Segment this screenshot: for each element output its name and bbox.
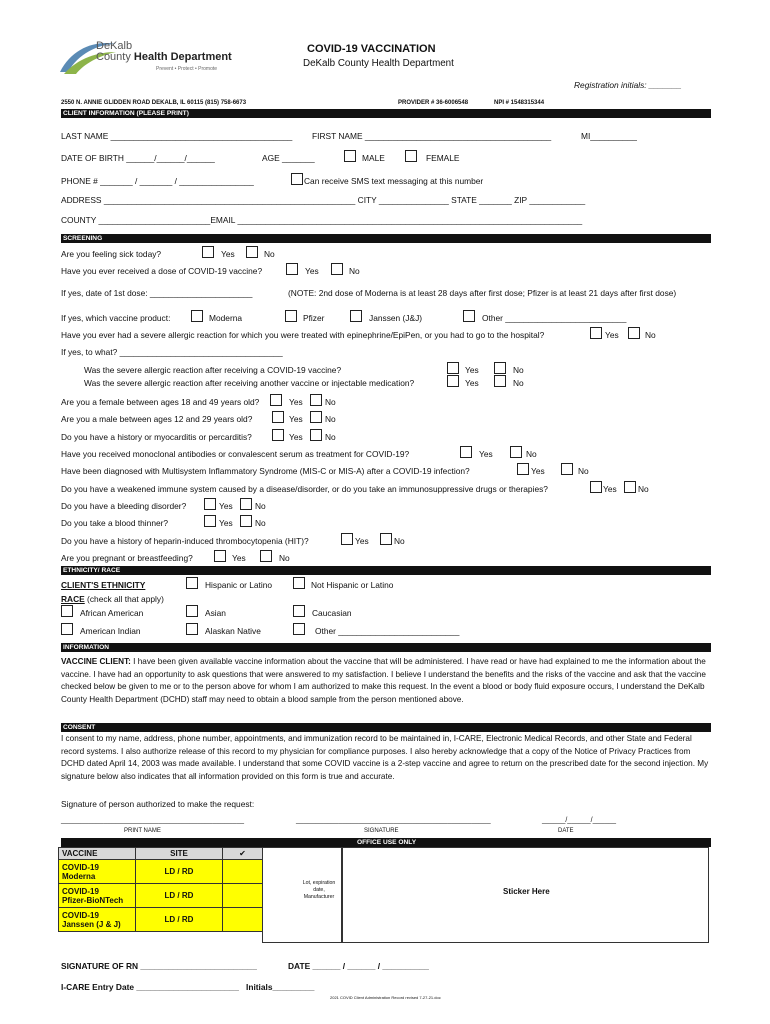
q-pregnant: Are you pregnant or breastfeeding? xyxy=(61,553,193,563)
registration-initials: Registration initials: _______ xyxy=(574,80,682,90)
asian-checkbox[interactable] xyxy=(186,605,198,617)
yes-label: Yes xyxy=(289,432,303,442)
print-name-caption: PRINT NAME xyxy=(124,828,161,834)
q-myocarditis: Do you have a history or myocarditis or percarditis? xyxy=(61,432,252,442)
information-paragraph xyxy=(61,656,709,706)
yes-label: Yes xyxy=(531,466,545,476)
male-no-checkbox[interactable] xyxy=(310,411,322,423)
vaccine-cell xyxy=(59,908,136,932)
first-name-field[interactable]: FIRST NAME ________________________________________ xyxy=(312,131,552,141)
no-label: No xyxy=(349,266,360,276)
female-no-checkbox[interactable] xyxy=(310,394,322,406)
q-hit: Do you have a history of heparin-induced thrombocytopenia (HIT)? xyxy=(61,536,309,546)
q-sick: Are you feeling sick today? xyxy=(61,249,162,259)
no-label: No xyxy=(645,330,656,340)
no-label: No xyxy=(325,397,336,407)
not-hispanic-label: Not Hispanic or Latino xyxy=(311,580,394,590)
other-race-checkbox[interactable] xyxy=(293,623,305,635)
african-checkbox[interactable] xyxy=(61,605,73,617)
yes-label: Yes xyxy=(289,414,303,424)
icare-entry-field[interactable]: I-CARE Entry Date ______________________ xyxy=(61,982,239,992)
vaccine-name: COVID-19 xyxy=(62,862,99,872)
other-vaccine-field[interactable]: Other __________________________ xyxy=(482,313,627,323)
american-indian-label: American Indian xyxy=(80,626,141,636)
vaccine-name: COVID-19 xyxy=(62,886,99,896)
pregnant-yes-checkbox[interactable] xyxy=(214,550,226,562)
yes-label: Yes xyxy=(465,378,479,388)
q-misc: Have been diagnosed with Multisystem Inflammatory Syndrome (MIS-C or MIS-A) after a COVID-19 infection? xyxy=(61,466,470,476)
thinner-no-checkbox[interactable] xyxy=(240,515,252,527)
janssen-label: Janssen (J&J) xyxy=(369,313,423,323)
date-rn-field[interactable]: DATE ______ / ______ / __________ xyxy=(288,961,429,971)
hit-no-checkbox[interactable] xyxy=(380,533,392,545)
sticker-box[interactable] xyxy=(342,847,709,943)
q-after-covid: Was the severe allergic reaction after receiving a COVID-19 vaccine? xyxy=(84,365,342,375)
section-consent: CONSENT xyxy=(61,723,711,732)
dose-note: (NOTE: 2nd dose of Moderna is at least 28 days after first dose; Pfizer is at least 21 days after first dose) xyxy=(288,288,677,298)
site-cell[interactable]: LD / RD xyxy=(136,860,223,884)
section-ethnicity: ETHNICITY/ RACE xyxy=(61,566,711,575)
pfizer-checkbox[interactable] xyxy=(285,310,297,322)
race-note: (check all that apply) xyxy=(84,594,164,604)
yes-label: Yes xyxy=(219,501,233,511)
no-label: No xyxy=(578,466,589,476)
race-heading xyxy=(61,594,164,604)
logo-health-dept: Health Department xyxy=(133,51,232,63)
sticker-label: Sticker Here xyxy=(503,887,550,896)
q-immune: Do you have a weakened immune system caused by a disease/disorder, or do you take an immunosuppressive drugs or therapies? xyxy=(61,484,548,494)
vaccine-name: COVID-19 xyxy=(62,910,99,920)
vaccine-header: VACCINE xyxy=(59,848,136,860)
signature-caption: SIGNATURE xyxy=(364,828,399,834)
male-label: MALE xyxy=(362,153,385,163)
signature-line[interactable]: __________________________________________________ xyxy=(296,817,491,824)
pfizer-label: Pfizer xyxy=(303,313,325,323)
bleeding-yes-checkbox[interactable] xyxy=(204,498,216,510)
yes-label: Yes xyxy=(479,449,493,459)
caucasian-checkbox[interactable] xyxy=(293,605,305,617)
logo-tagline: Prevent • Protect • Promote xyxy=(156,66,218,72)
information-lead: VACCINE CLIENT: xyxy=(61,657,131,666)
yes-label: Yes xyxy=(289,397,303,407)
no-label: No xyxy=(264,249,275,259)
sick-yes-checkbox[interactable] xyxy=(202,246,214,258)
not-hispanic-checkbox[interactable] xyxy=(293,577,305,589)
lot-box[interactable] xyxy=(262,847,342,943)
address-field[interactable]: ADDRESS ______________________________________________________ CITY _______________ STATE _______ ZIP ____________ xyxy=(61,195,586,205)
no-label: No xyxy=(325,414,336,424)
thinner-yes-checkbox[interactable] xyxy=(204,515,216,527)
mi-field[interactable]: MI__________ xyxy=(581,131,637,141)
provider-number: PROVIDER # 36-6006548 xyxy=(398,100,469,106)
lot-label: Lot, expiration date, Manufacturer xyxy=(302,880,336,900)
q-allergic: Have you ever had a severe allergic reaction for which you were treated with epinephrine/EpiPen, or you had to go to the hospital? xyxy=(61,330,545,340)
q-which-vaccine: If yes, which vaccine product: xyxy=(61,313,171,323)
african-label: African American xyxy=(80,608,144,618)
table-row xyxy=(59,908,263,932)
vaccine-cell xyxy=(59,860,136,884)
female-yes-checkbox[interactable] xyxy=(270,394,282,406)
no-label: No xyxy=(513,365,524,375)
last-name-field[interactable]: LAST NAME _______________________________________ xyxy=(61,131,293,141)
janssen-checkbox[interactable] xyxy=(350,310,362,322)
american-indian-checkbox[interactable] xyxy=(61,623,73,635)
moderna-checkbox[interactable] xyxy=(191,310,203,322)
female-checkbox[interactable] xyxy=(405,150,417,162)
immune-no-checkbox[interactable] xyxy=(624,481,636,493)
monoclonal-no-checkbox[interactable] xyxy=(510,446,522,458)
after-other-no-checkbox[interactable] xyxy=(494,375,506,387)
dob-field[interactable]: DATE OF BIRTH ______/______/______ xyxy=(61,153,215,163)
misc-yes-checkbox[interactable] xyxy=(517,463,529,475)
site-header: SITE xyxy=(136,848,223,860)
q-after-other: Was the severe allergic reaction after receiving another vaccine or injectable medication? xyxy=(84,378,415,388)
section-screening: SCREENING xyxy=(61,234,711,243)
section-information: INFORMATION xyxy=(61,643,711,652)
misc-no-checkbox[interactable] xyxy=(561,463,573,475)
monoclonal-yes-checkbox[interactable] xyxy=(460,446,472,458)
site-cell[interactable]: LD / RD xyxy=(136,908,223,932)
address-line: 2550 N. ANNIE GLIDDEN ROAD DEKALB, IL 60115 (815) 758-6673 xyxy=(61,100,247,106)
yes-label: Yes xyxy=(221,249,235,259)
signature-prompt: Signature of person authorized to make the request: xyxy=(61,799,255,809)
check-cell[interactable] xyxy=(223,884,263,908)
hispanic-checkbox[interactable] xyxy=(186,577,198,589)
myocarditis-yes-checkbox[interactable] xyxy=(272,429,284,441)
vaccine-cell xyxy=(59,884,136,908)
no-label: No xyxy=(513,378,524,388)
yes-label: Yes xyxy=(232,553,246,563)
male-yes-checkbox[interactable] xyxy=(272,411,284,423)
asian-label: Asian xyxy=(205,608,226,618)
q-thinner: Do you take a blood thinner? xyxy=(61,518,169,528)
yes-label: Yes xyxy=(605,330,619,340)
check-cell[interactable] xyxy=(223,908,263,932)
female-label: FEMALE xyxy=(426,153,460,163)
alaskan-label: Alaskan Native xyxy=(205,626,261,636)
myocarditis-no-checkbox[interactable] xyxy=(310,429,322,441)
yes-label: Yes xyxy=(603,484,617,494)
bleeding-no-checkbox[interactable] xyxy=(240,498,252,510)
logo-line1: DeKalb xyxy=(96,40,133,52)
male-checkbox[interactable] xyxy=(344,150,356,162)
sms-checkbox[interactable] xyxy=(291,173,303,185)
hispanic-label: Hispanic or Latino xyxy=(205,580,273,590)
other-vaccine-checkbox[interactable] xyxy=(463,310,475,322)
age-field[interactable]: AGE _______ xyxy=(262,153,315,163)
initials-field[interactable]: Initials_________ xyxy=(246,982,315,992)
revision-note: 2021 COVID Client Administration Record revised 7-27-21.doc xyxy=(330,995,441,1000)
logo-line2 xyxy=(96,51,232,63)
section-client-info: CLIENT INFORMATION (PLEASE PRINT) xyxy=(61,109,711,118)
pregnant-no-checkbox[interactable] xyxy=(260,550,272,562)
table-row xyxy=(59,884,263,908)
form-subtitle: DeKalb County Health Department xyxy=(303,58,454,69)
q-male-12-29: Are you a male between ages 12 and 29 years old? xyxy=(61,414,253,424)
received-yes-checkbox[interactable] xyxy=(286,263,298,275)
print-name-line[interactable]: _______________________________________________ xyxy=(61,817,244,824)
alaskan-checkbox[interactable] xyxy=(186,623,198,635)
allergic-yes-checkbox[interactable] xyxy=(590,327,602,339)
allergic-no-checkbox[interactable] xyxy=(628,327,640,339)
other-race-field[interactable]: Other __________________________ xyxy=(315,626,460,636)
no-label: No xyxy=(255,518,266,528)
vaccine-brand: Moderna xyxy=(62,871,96,881)
to-what-field[interactable]: If yes, to what? ___________________________________ xyxy=(61,347,283,357)
npi-number: NPI # 1548315344 xyxy=(494,100,545,106)
yes-label: Yes xyxy=(355,536,369,546)
date-first-dose-field[interactable]: If yes, date of 1st dose: ______________________ xyxy=(61,288,253,298)
no-label: No xyxy=(279,553,290,563)
logo-county: County xyxy=(96,51,134,63)
phone-field[interactable]: PHONE # _______ / _______ / ________________ xyxy=(61,176,254,186)
yes-label: Yes xyxy=(219,518,233,528)
caucasian-label: Caucasian xyxy=(312,608,352,618)
no-label: No xyxy=(526,449,537,459)
information-body: I have been given available vaccine information about the vaccine that will be administered. I have read or have had explained to me the information about the vaccine. I have had an opportunity to ask questions that were answered to my satisfaction. I believe I understand the benefits and the risks of the vaccine and ask that the vaccine checked below be given to me or to the person above for whom I am authorized to make this request. In the event a blood or body fluid exposure occurs, I understand the DeKalb County Health Department (DCHD) staff may need to obtain a blood sample from the person mentioned above. xyxy=(61,657,706,704)
vaccine-table xyxy=(58,847,263,932)
vaccine-brand: Janssen (J & J) xyxy=(62,919,121,929)
no-label: No xyxy=(394,536,405,546)
date-line[interactable]: ______/______/______ xyxy=(542,817,616,824)
logo xyxy=(58,38,238,80)
q-monoclonal: Have you received monoclonal antibodies or convalescent serum as treatment for COVID-19? xyxy=(61,449,410,459)
county-email-field[interactable]: COUNTY ________________________EMAIL __________________________________________________________________________ xyxy=(61,215,583,225)
hit-yes-checkbox[interactable] xyxy=(341,533,353,545)
after-other-yes-checkbox[interactable] xyxy=(447,375,459,387)
after-covid-yes-checkbox[interactable] xyxy=(447,362,459,374)
no-label: No xyxy=(638,484,649,494)
yes-label: Yes xyxy=(305,266,319,276)
consent-paragraph: I consent to my name, address, phone number, appointments, and immunization record to be maintained in, I-CARE, Electronic Medical Records, and other State and Federal record systems. I also authorize release of this record to my physician for compliance purposes. I also hereby acknowledge that a copy of the Notice of Privacy Practices from DCHD dated April 14, 2003 was made available. I understand that some COVID vaccine is a 2-step vaccine and agree to return on the prescribed date for the second injection. My signature below also indicates that all information provided on this form is true and accurate. xyxy=(61,734,709,781)
ethnicity-label: CLIENT'S ETHNICITY xyxy=(61,580,146,590)
q-received: Have you ever received a dose of COVID-19 vaccine? xyxy=(61,266,263,276)
after-covid-no-checkbox[interactable] xyxy=(494,362,506,374)
no-label: No xyxy=(255,501,266,511)
vaccine-brand: Pfizer-BioNTech xyxy=(62,895,124,905)
q-female-18-49: Are you a female between ages 18 and 49 years old? xyxy=(61,397,260,407)
table-row xyxy=(59,860,263,884)
signature-rn-field[interactable]: SIGNATURE OF RN _________________________ xyxy=(61,961,257,971)
moderna-label: Moderna xyxy=(209,313,243,323)
race-label: RACE xyxy=(61,594,85,604)
q-bleeding: Do you have a bleeding disorder? xyxy=(61,501,187,511)
immune-yes-checkbox[interactable] xyxy=(590,481,602,493)
check-cell[interactable] xyxy=(223,860,263,884)
sms-label: Can receive SMS text messaging at this number xyxy=(304,176,484,186)
check-header-icon: ✔ xyxy=(223,848,263,860)
section-office-use: OFFICE USE ONLY xyxy=(61,838,711,847)
date-caption: DATE xyxy=(558,828,574,834)
no-label: No xyxy=(325,432,336,442)
site-cell[interactable]: LD / RD xyxy=(136,884,223,908)
form-title: COVID-19 VACCINATION xyxy=(307,43,436,55)
sick-no-checkbox[interactable] xyxy=(246,246,258,258)
yes-label: Yes xyxy=(465,365,479,375)
received-no-checkbox[interactable] xyxy=(331,263,343,275)
